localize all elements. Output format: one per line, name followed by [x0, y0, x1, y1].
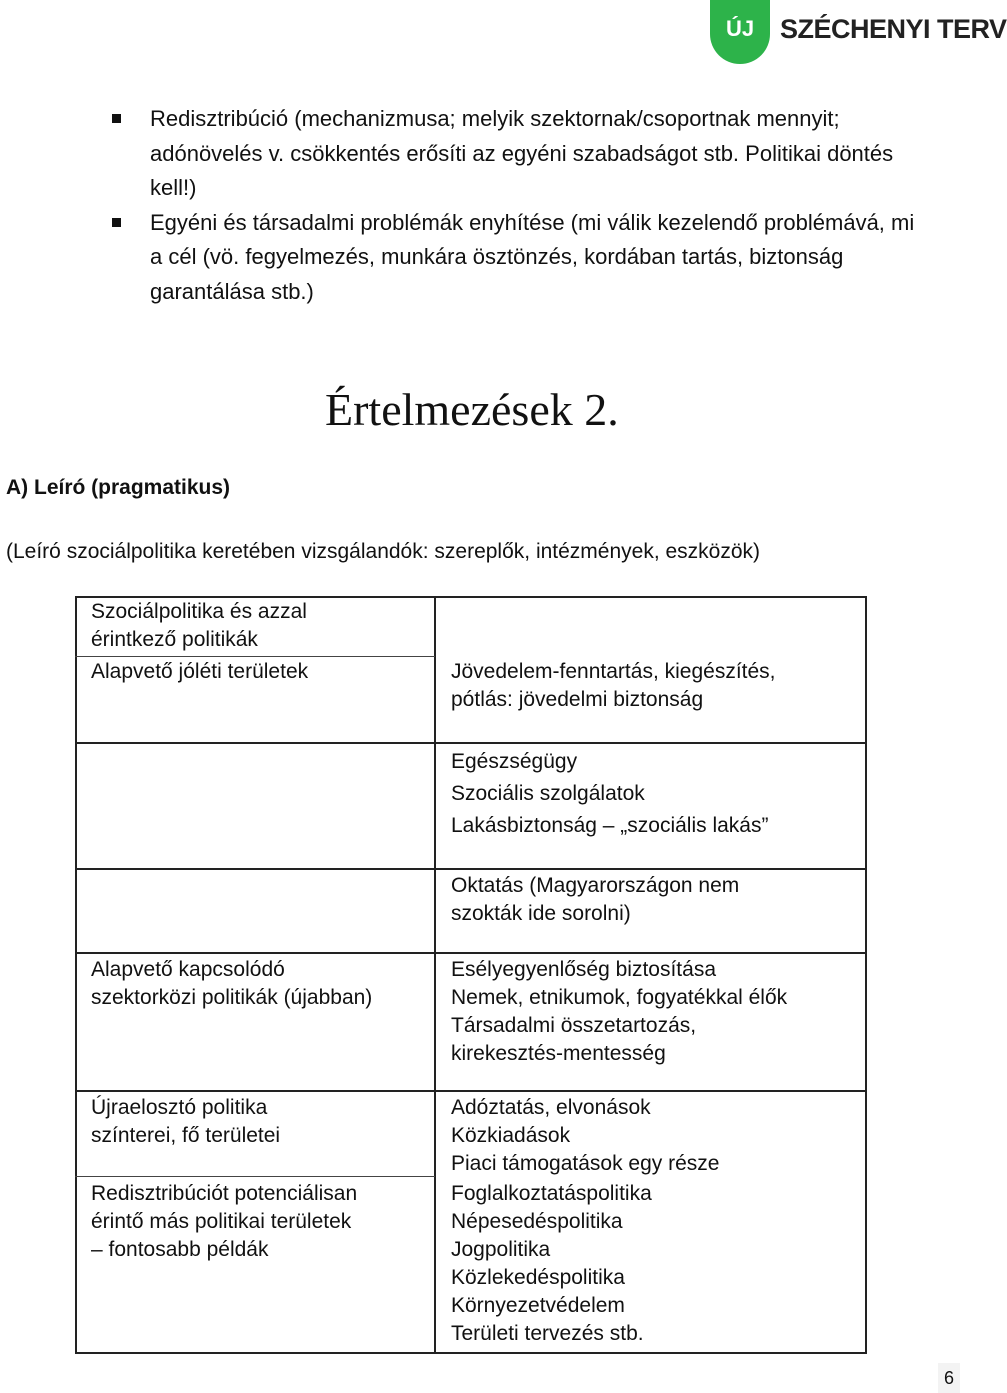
row-divider	[75, 742, 867, 744]
cell-line: Környezetvédelem	[451, 1294, 625, 1317]
bullet-text: Egyéni és társadalmi problémák enyhítése (mi válik kezelendő problémává, mi a cél (vö. fegyelmezés, munkára ösztönzés, kordában tartás, biztonság garantálása stb.)	[150, 209, 915, 304]
cell-line: Oktatás (Magyarországon nem	[451, 874, 740, 897]
row-divider	[75, 868, 867, 870]
logo-badge-icon	[710, 0, 770, 64]
table-column-divider	[434, 596, 436, 1354]
cell-line: Népesedéspolitika	[451, 1210, 623, 1233]
cell-line: színterei, fő területei	[91, 1124, 281, 1147]
cell-line: Alapvető jóléti területek	[91, 660, 309, 683]
cell-line: Területi tervezés stb.	[451, 1322, 644, 1345]
cell-line: kirekesztés-mentesség	[451, 1042, 666, 1065]
cell-line: szokták ide sorolni)	[451, 902, 631, 925]
logo-text: SZÉCHENYI TERV	[780, 14, 1007, 44]
cell-line: szektorközi politikák (újabban)	[91, 986, 373, 1009]
table-cell-left	[91, 1094, 280, 1150]
cell-line: Foglalkoztatáspolitika	[451, 1182, 652, 1205]
table-border-left	[75, 596, 77, 1354]
row-divider	[75, 656, 435, 657]
bullet-item	[112, 102, 922, 206]
row-divider	[75, 952, 867, 954]
logo-uj-text: ÚJ	[725, 16, 755, 41]
cell-line: érintkező politikák	[91, 628, 258, 651]
table-cell-right	[451, 658, 776, 714]
cell-line: Jogpolitika	[451, 1238, 551, 1261]
page-heading: Értelmezések 2.	[325, 384, 619, 435]
intro-text: (Leíró szociálpolitika keretében vizsgálandók: szereplők, intézmények, eszközök)	[6, 540, 761, 563]
cell-line: Újraelosztó politika	[91, 1096, 268, 1119]
cell-line: Egészségügy	[451, 750, 578, 773]
policy-table	[75, 596, 867, 1354]
table-cell-right	[451, 746, 768, 842]
table-cell-right	[451, 956, 787, 1068]
cell-line: Szociális szolgálatok	[451, 782, 645, 805]
bullet-text: Redisztribúció (mechanizmusa; melyik szektornak/csoportnak mennyit; adónövelés v. csökkentés erősíti az egyéni szabadságot stb. Politikai döntés kell!)	[150, 106, 894, 200]
cell-line: Társadalmi összetartozás,	[451, 1014, 697, 1037]
page-number: 6	[938, 1363, 960, 1393]
cell-line: Lakásbiztonság – „szociális lakás”	[451, 814, 769, 837]
table-border-right	[865, 596, 867, 1354]
cell-line: – fontosabb példák	[91, 1238, 269, 1261]
table-border-bottom	[75, 1352, 867, 1354]
cell-line: érintő más politikai területek	[91, 1210, 352, 1233]
cell-line: Esélyegyenlőség biztosítása	[451, 958, 716, 981]
square-bullet-icon	[112, 218, 121, 227]
bullet-item	[112, 206, 922, 310]
cell-line: Nemek, etnikumok, fogyatékkal élők	[451, 986, 788, 1009]
szechenyi-terv-logo	[710, 0, 1007, 68]
cell-line: Redisztribúciót potenciálisan	[91, 1182, 358, 1205]
section-subheading: A) Leíró (pragmatikus)	[6, 476, 231, 499]
cell-line: Közkiadások	[451, 1124, 571, 1147]
row-divider	[75, 1090, 867, 1092]
row-divider	[75, 1176, 435, 1177]
cell-line: pótlás: jövedelmi biztonság	[451, 688, 704, 711]
table-cell-left	[91, 956, 372, 1012]
table-cell-left	[91, 658, 308, 686]
table-cell-left	[91, 1180, 357, 1264]
table-cell-right	[451, 872, 739, 928]
bullet-list	[112, 102, 922, 309]
table-cell-right	[451, 1180, 652, 1348]
cell-line: Szociálpolitika és azzal	[91, 600, 307, 623]
cell-line: Adóztatás, elvonások	[451, 1096, 651, 1119]
table-cell-left	[91, 598, 307, 654]
cell-line: Közlekedéspolitika	[451, 1266, 625, 1289]
square-bullet-icon	[112, 114, 121, 123]
cell-line: Alapvető kapcsolódó	[91, 958, 285, 981]
cell-line: Jövedelem-fenntartás, kiegészítés,	[451, 660, 776, 683]
cell-line: Piaci támogatások egy része	[451, 1152, 720, 1175]
table-cell-right	[451, 1094, 719, 1178]
